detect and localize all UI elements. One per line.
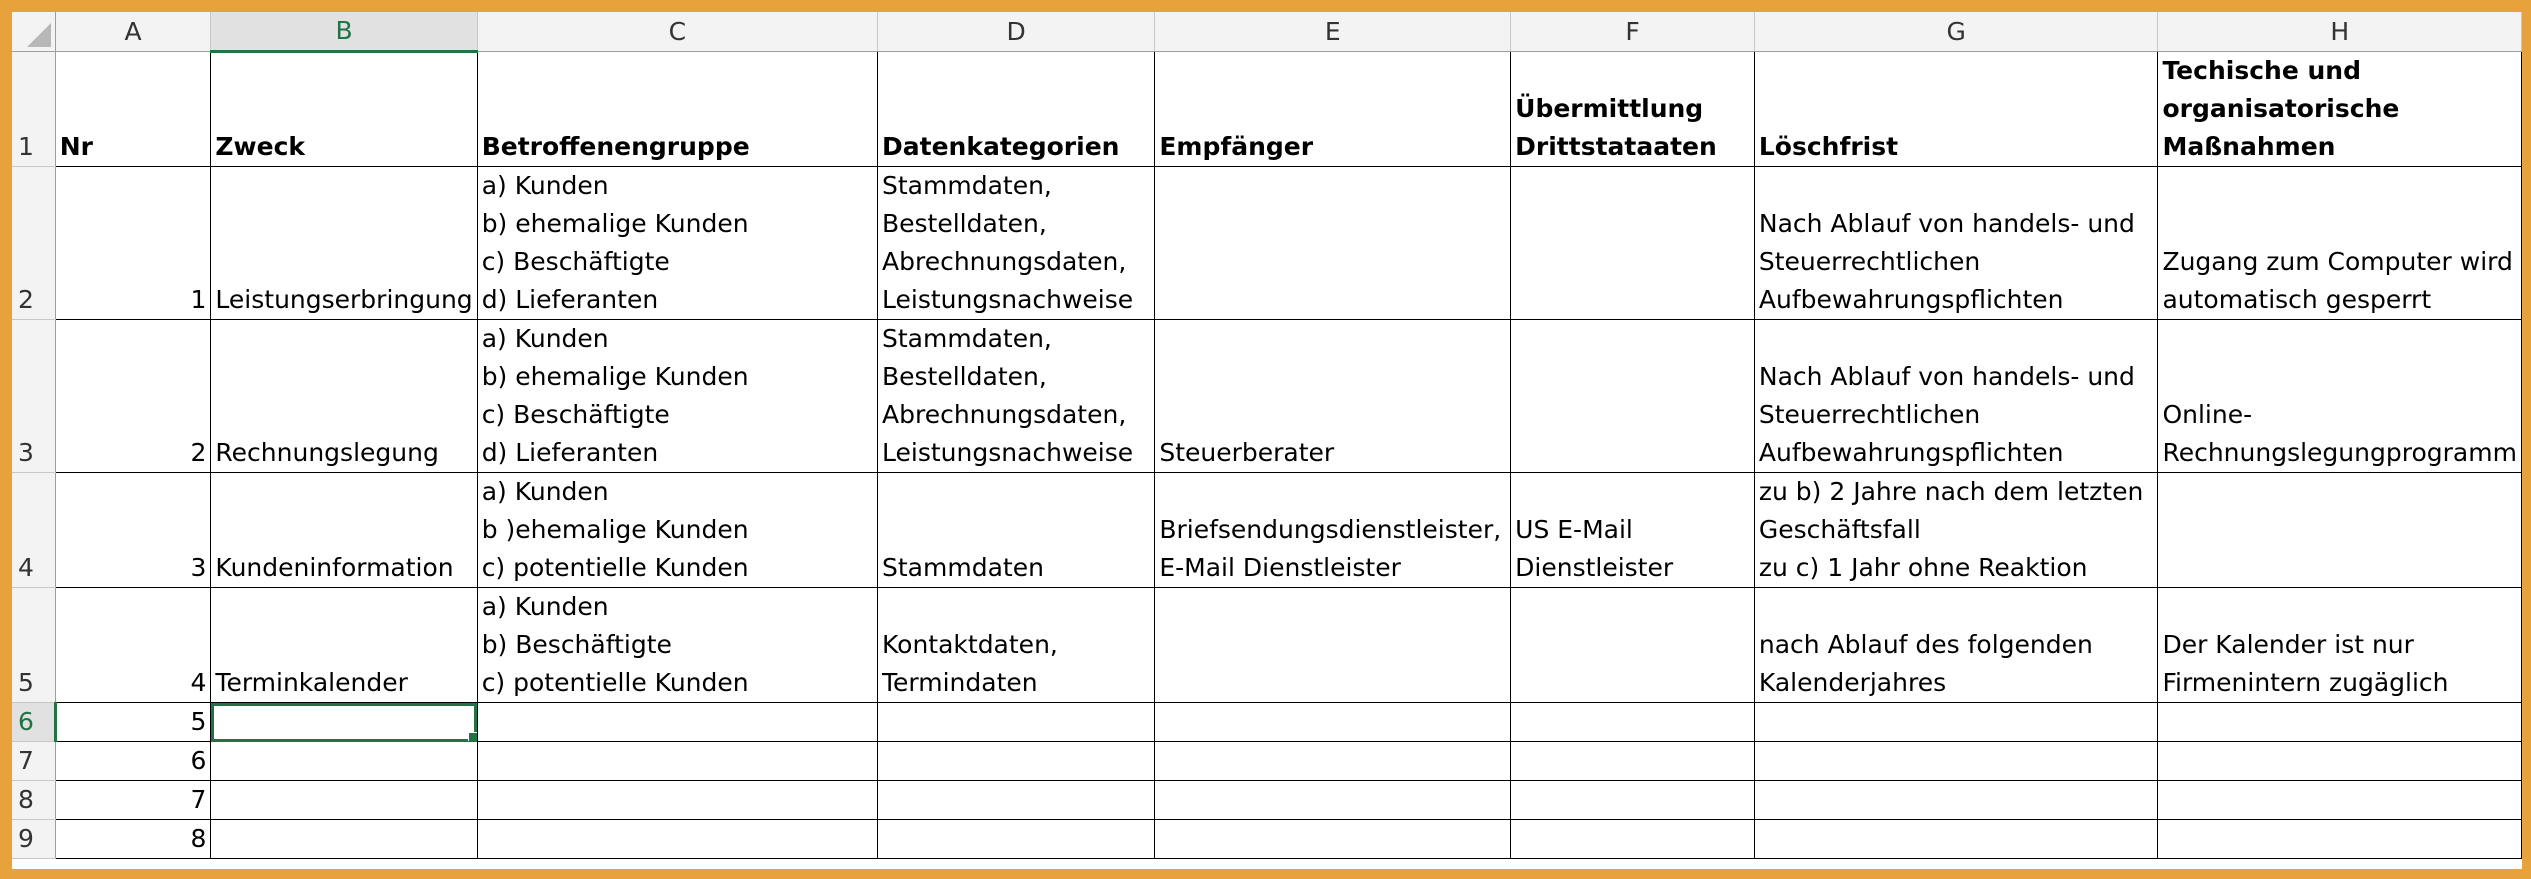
data-table	[12, 12, 2522, 859]
table-cell[interactable]: Zugang zum Computer wird automatisch gesperrt	[2158, 167, 2522, 320]
column-header-a[interactable]: A	[55, 12, 211, 52]
table-cell[interactable]: 5	[55, 703, 211, 742]
table-cell[interactable]	[1155, 703, 1511, 742]
header-cell-datenkategorien[interactable]: Datenkategorien	[878, 52, 1155, 167]
table-cell[interactable]: Steuerberater	[1155, 320, 1511, 473]
table-cell[interactable]	[1511, 588, 1755, 703]
table-cell[interactable]	[1511, 820, 1755, 859]
table-cell[interactable]: Leistungserbringung	[211, 167, 477, 320]
header-cell-zweck[interactable]: Zweck	[211, 52, 477, 167]
table-cell[interactable]: Nach Ablauf von handels- und Steuerrechtlichen Aufbewahrungspflichten	[1754, 167, 2158, 320]
table-cell[interactable]	[878, 781, 1155, 820]
table-cell[interactable]: 1	[55, 167, 211, 320]
column-header-f[interactable]: F	[1511, 12, 1755, 52]
table-cell[interactable]: 6	[55, 742, 211, 781]
table-cell[interactable]: a) Kunden b )ehemalige Kunden c) potentielle Kunden	[477, 473, 877, 588]
table-cell[interactable]	[477, 781, 877, 820]
table-cell[interactable]: Stammdaten, Bestelldaten, Abrechnungsdaten, Leistungsnachweise	[878, 167, 1155, 320]
row-header-8[interactable]: 8	[12, 781, 55, 820]
table-cell[interactable]	[1511, 167, 1755, 320]
header-cell-loeschfrist[interactable]: Löschfrist	[1754, 52, 2158, 167]
row-header-2[interactable]: 2	[12, 167, 55, 320]
header-cell-uebermittlung[interactable]: Übermittlung Drittstataaten	[1511, 52, 1755, 167]
table-cell[interactable]: Stammdaten	[878, 473, 1155, 588]
select-all-triangle-icon	[27, 23, 51, 47]
table-cell[interactable]: zu b) 2 Jahre nach dem letzten Geschäftsfall zu c) 1 Jahr ohne Reaktion	[1754, 473, 2158, 588]
row-header-5[interactable]: 5	[12, 588, 55, 703]
table-cell[interactable]: Terminkalender	[211, 588, 477, 703]
table-cell[interactable]	[477, 742, 877, 781]
table-cell[interactable]	[1754, 820, 2158, 859]
column-header-d[interactable]: D	[878, 12, 1155, 52]
row-header-6[interactable]: 6	[12, 703, 55, 742]
table-cell[interactable]: nach Ablauf des folgenden Kalenderjahres	[1754, 588, 2158, 703]
fill-handle[interactable]	[468, 732, 478, 742]
column-header-b[interactable]: B	[211, 12, 477, 52]
row-header-4[interactable]: 4	[12, 473, 55, 588]
table-cell[interactable]	[2158, 742, 2522, 781]
table-cell[interactable]: 2	[55, 320, 211, 473]
table-cell[interactable]	[1511, 703, 1755, 742]
table-cell[interactable]: 3	[55, 473, 211, 588]
table-cell[interactable]: 7	[55, 781, 211, 820]
table-cell[interactable]	[1511, 781, 1755, 820]
table-cell[interactable]: 8	[55, 820, 211, 859]
table-cell[interactable]	[211, 820, 477, 859]
column-header-c[interactable]: C	[477, 12, 877, 52]
table-cell[interactable]	[1155, 820, 1511, 859]
table-cell[interactable]	[2158, 473, 2522, 588]
table-cell[interactable]	[1754, 703, 2158, 742]
table-cell[interactable]	[878, 820, 1155, 859]
row-header-9[interactable]: 9	[12, 820, 55, 859]
table-cell[interactable]: 4	[55, 588, 211, 703]
header-cell-betroffenengruppe[interactable]: Betroffenengruppe	[477, 52, 877, 167]
table-cell[interactable]	[1155, 167, 1511, 320]
table-cell[interactable]: a) Kunden b) Beschäftigte c) potentielle Kunden	[477, 588, 877, 703]
table-cell[interactable]	[1754, 742, 2158, 781]
table-cell[interactable]: Nach Ablauf von handels- und Steuerrechtlichen Aufbewahrungspflichten	[1754, 320, 2158, 473]
table-cell[interactable]: Kundeninformation	[211, 473, 477, 588]
table-cell[interactable]: Kontaktdaten, Termindaten	[878, 588, 1155, 703]
table-cell[interactable]	[1155, 742, 1511, 781]
column-header-e[interactable]: E	[1155, 12, 1511, 52]
selected-cell[interactable]	[211, 703, 477, 742]
table-cell[interactable]	[1155, 781, 1511, 820]
table-cell[interactable]	[477, 820, 877, 859]
header-cell-nr[interactable]: Nr	[55, 52, 211, 167]
table-cell[interactable]: Rechnungslegung	[211, 320, 477, 473]
column-header-g[interactable]: G	[1754, 12, 2158, 52]
header-cell-empfaenger[interactable]: Empfänger	[1155, 52, 1511, 167]
table-cell[interactable]: Stammdaten, Bestelldaten, Abrechnungsdaten, Leistungsnachweise	[878, 320, 1155, 473]
table-cell[interactable]	[878, 703, 1155, 742]
table-cell[interactable]: a) Kunden b) ehemalige Kunden c) Beschäftigte d) Lieferanten	[477, 320, 877, 473]
table-cell[interactable]: US E-Mail Dienstleister	[1511, 473, 1755, 588]
header-cell-massnahmen[interactable]: Techische und organisatorische Maßnahmen	[2158, 52, 2522, 167]
table-cell[interactable]	[211, 781, 477, 820]
spreadsheet-grid	[12, 12, 2522, 869]
column-header-h[interactable]: H	[2158, 12, 2522, 52]
table-cell[interactable]	[2158, 703, 2522, 742]
table-cell[interactable]: Der Kalender ist nur Firmenintern zugäglich	[2158, 588, 2522, 703]
row-header-1[interactable]: 1	[12, 52, 55, 167]
row-header-7[interactable]: 7	[12, 742, 55, 781]
table-cell[interactable]	[878, 742, 1155, 781]
table-cell[interactable]: Briefsendungsdienstleister, E-Mail Dienstleister	[1155, 473, 1511, 588]
table-cell[interactable]	[211, 742, 477, 781]
table-cell[interactable]	[2158, 781, 2522, 820]
table-cell[interactable]: a) Kunden b) ehemalige Kunden c) Beschäftigte d) Lieferanten	[477, 167, 877, 320]
table-cell[interactable]	[2158, 820, 2522, 859]
table-cell[interactable]	[1155, 588, 1511, 703]
row-header-3[interactable]: 3	[12, 320, 55, 473]
table-cell[interactable]: Online- Rechnungslegungprogramm	[2158, 320, 2522, 473]
table-cell[interactable]	[1511, 320, 1755, 473]
table-cell[interactable]	[1511, 742, 1755, 781]
table-cell[interactable]	[1754, 781, 2158, 820]
select-all-corner[interactable]	[12, 12, 55, 52]
table-cell[interactable]	[477, 703, 877, 742]
